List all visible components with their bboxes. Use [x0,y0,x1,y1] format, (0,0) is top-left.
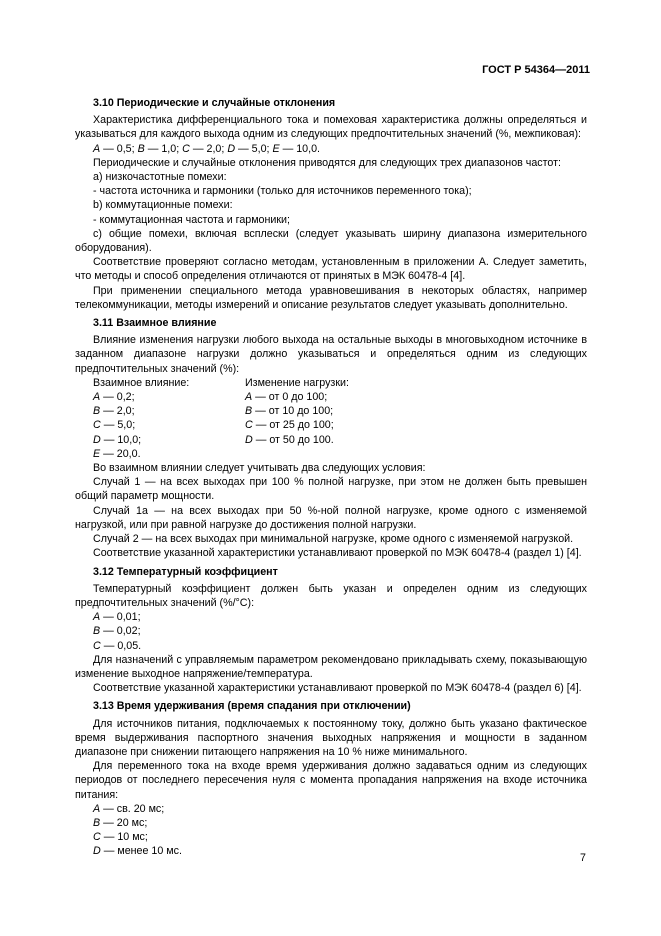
table-cell: B — от 10 до 100; [245,405,334,418]
table-cell: D — 10,0; [93,433,142,446]
list-item: b) коммутационные помехи: [93,199,233,212]
paragraph: Для источников питания, подключаемых к постоянному току, должно быть указано фактическое время выдерживания паспортного значения выходных напряжения и мощности в заданном диапазоне при снижении питающего напряжения на 10 % ниже минимального. [75,717,587,758]
value-list: A — 0,5; B — 1,0; C — 2,0; D — 5,0; E — 10,0. [93,142,321,155]
paragraph: Периодические и случайные отклонения приводятся для следующих трех диапазонов частот: [93,156,561,169]
paragraph: Для переменного тока на входе время удерживания должно задаваться одним из следующих периодов от последнего пересечения нуля с момента пропадания напряжения на входе источника питания: [75,760,587,801]
list-item: C — 0,05. [93,639,142,652]
list-item: A — 0,01; [93,611,141,624]
table-cell: E — 20,0. [93,447,141,460]
paragraph: Случай 2 — на всех выходах при минимальной нагрузке, кроме одного с изменяемой нагрузкой. [93,533,574,546]
list-item: - коммутационная частота и гармоники; [93,213,290,226]
table-cell: A — от 0 до 100; [245,391,328,404]
paragraph: Соответствие указанной характеристики устанавливают проверкой по МЭК 60478-4 (раздел 6) [4]. [93,682,582,695]
list-item: B — 20 мс; [93,816,148,829]
table-cell: A — 0,2; [93,391,135,404]
standard-number: ГОСТ Р 54364—2011 [482,64,590,76]
paragraph: Влияние изменения нагрузки любого выхода на остальные выходы в многовыходном источнике в заданном диапазоне нагрузки должно указываться и определяться одним из следующих предпочтительных значений (%): [75,334,587,375]
list-item: а) низкочастотные помехи: [93,171,227,184]
paragraph: При применении специального метода уравновешивания в некоторых областях, например телекоммуникации, методы измерений и описание результатов следует указывать дополнительно. [75,284,587,311]
list-item: A — св. 20 мс; [93,802,165,815]
list-item: - частота источника и гармоники (только для источников переменного тока); [93,185,472,198]
list-item: B — 0,02; [93,625,141,638]
paragraph: Для назначений с управляемым параметром рекомендовано прикладывать схему, показывающую изменение выходное напряжение/температура. [75,653,587,680]
list-item: C — 10 мс; [93,831,148,844]
document-body [75,96,587,859]
table-cell [245,447,587,461]
table-cell: B — 2,0; [93,405,135,418]
list-item: с) общие помехи, включая всплески (следует указывать ширину диапазона измерительного оборудования). [75,227,587,255]
paragraph: Случай 1а — на всех выходах при 50 %-ной полной нагрузке, кроме одного с изменяемой нагрузкой, или при равной нагрузке до достижения полной нагрузки. [75,504,587,531]
column-heading: Изменение нагрузки: [245,376,349,389]
paragraph: Характеристика дифференциального тока и помеховая характеристика должны определяться и указываться для каждого выхода одним из следующих предпочтительных значений (%, межпиковая): [75,114,587,141]
paragraph: Температурный коэффициент должен быть указан и определен одним из следующих предпочтительных значений (%/°С): [75,582,587,609]
section-3-12-heading: 3.12 Температурный коэффициент [93,565,278,578]
paragraph: Во взаимном влиянии следует учитывать два следующих условия: [93,462,426,475]
value-table [75,376,587,461]
section-3-11-heading: 3.11 Взаимное влияние [93,317,217,330]
paragraph: Соответствие указанной характеристики устанавливают проверкой по МЭК 60478-4 (раздел 1) [4]. [93,547,582,560]
paragraph: Случай 1 — на всех выходах при 100 % полной нагрузке, при этом не должен быть превышен общий параметр мощности. [75,476,587,503]
table-cell: D — от 50 до 100. [245,433,334,446]
section-3-13-heading: 3.13 Время удерживания (время спадания при отключении) [93,700,411,713]
section-3-10-heading: 3.10 Периодические и случайные отклонения [93,97,336,109]
table-cell: C — 5,0; [93,419,136,432]
table-cell: C — от 25 до 100; [245,419,334,432]
page-number: 7 [580,852,586,864]
column-heading: Взаимное влияние: [93,376,190,389]
paragraph: Соответствие проверяют согласно методам, установленным в приложении А. Следует заметить, что методы и способ определения отличаются от принятых в МЭК 60478-4 [4]. [75,256,587,283]
list-item: D — менее 10 мс. [93,845,182,858]
